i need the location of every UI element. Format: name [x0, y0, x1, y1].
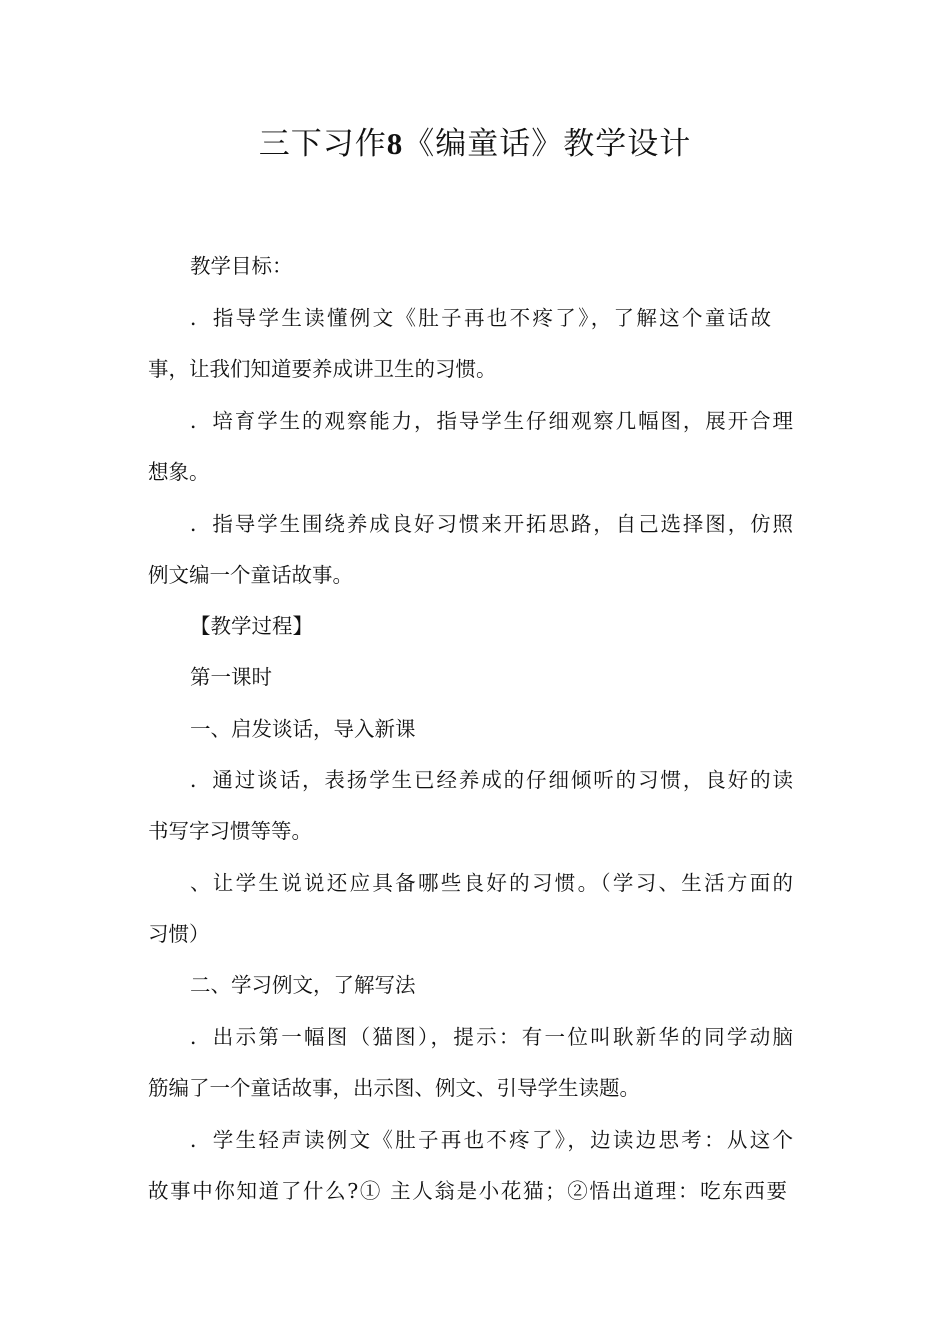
- paragraph-line: 筋编了一个童话故事，出示图、例文、引导学生读题。: [148, 1076, 640, 1100]
- paragraph-line: ．出示第一幅图（猫图），提示：有一位叫耿新华的同学动脑: [190, 1025, 793, 1049]
- paragraph-line: 书写字习惯等等。: [148, 819, 312, 843]
- paragraph-line: 例文编一个童话故事。: [148, 563, 353, 587]
- document-title: [0, 122, 950, 166]
- paragraph-line: 、让学生说说还应具备哪些良好的习惯。（学习、生活方面的: [190, 871, 793, 895]
- subsection-heading: 二、学习例文，了解写法: [190, 973, 416, 997]
- paragraph-line: ．学生轻声读例文《肚子再也不疼了》，边读边思考：从这个: [190, 1128, 793, 1152]
- paragraph-line: ．培育学生的观察能力，指导学生仔细观察几幅图，展开合理: [190, 409, 793, 433]
- section-heading-process: 【教学过程】: [190, 614, 313, 638]
- paragraph-line: 习惯）: [148, 922, 210, 946]
- paragraph-line: 想象。: [148, 460, 210, 484]
- title-prefix: 三下习作: [258, 126, 387, 162]
- paragraph-line: 事，让我们知道要养成讲卫生的习惯。: [148, 357, 497, 381]
- title-suffix: 《编童话》教学设计: [403, 126, 692, 162]
- paragraph-line: 故事中你知道了什么?① 主人翁是小花猫；②悟出道理：吃东西要: [148, 1179, 787, 1203]
- section-heading-objectives: 教学目标：: [190, 254, 293, 278]
- subsection-heading: 一、启发谈话，导入新课: [190, 717, 416, 741]
- paragraph-line: ．指导学生读懂例文《肚子再也不疼了》，了解这个童话故: [190, 306, 771, 330]
- paragraph-line: ．通过谈话，表扬学生已经养成的仔细倾听的习惯，良好的读: [190, 768, 793, 792]
- lesson-heading: 第一课时: [190, 665, 272, 689]
- title-number: 8: [386, 126, 404, 161]
- paragraph-line: ．指导学生围绕养成良好习惯来开拓思路，自己选择图，仿照: [190, 512, 793, 536]
